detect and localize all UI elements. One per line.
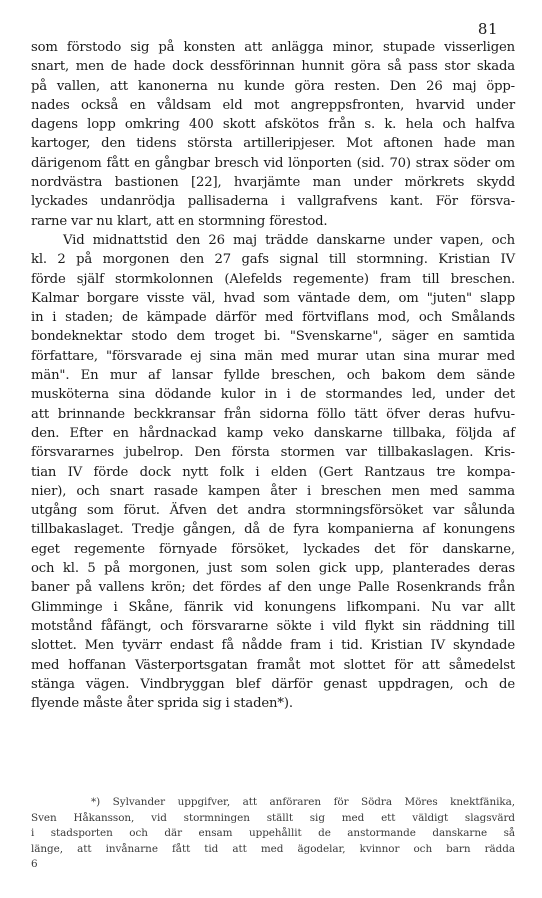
text-line: på vallen, att kanonerna nu kunde göra resten. Den 26 maj öpp- (31, 78, 515, 94)
text-line: författare, "försvarade ej sina män med murar utan sina murar med (31, 348, 515, 364)
footnote-line: i stadsporten och där ensam uppehållit de anstormande danskarne så (31, 827, 515, 839)
text-line: Kalmar borgare visste väl, hvad som väntade dem, om "juten" slapp (31, 290, 515, 306)
text-line: tillbakaslaget. Tredje gången, då de fyra kompanierna af konungens (31, 522, 515, 538)
footnote-line: Sven Håkansson, vid stormningen ställt sig med ett väldigt slagsvärd (31, 811, 515, 824)
text-line: kl. 2 på morgonen den 27 gafs signal till stormning. Kristian IV (31, 252, 515, 268)
text-line: tian IV förde dock nytt folk i elden (Gert Rantzaus tre kompa- (31, 464, 515, 480)
text-line: den. Efter en hårdnackad kamp veko danskarne tillbaka, följda af (31, 425, 515, 441)
text-line: stänga vägen. Vindbryggan blef därför genast uppdragen, och de (31, 676, 515, 692)
text-line: kartoger, den tidens största artilleripjeser. Mot aftonen hade man (31, 136, 515, 152)
text-line: därigenom fått en gångbar bresch vid lönporten (sid. 70) strax söder om (31, 155, 515, 171)
text-line: nades också en våldsam eld mot angreppsfronten, hvarvid under (31, 97, 515, 113)
text-line: snart, men de hade dock dessförinnan hunnit göra så pass stor skada (31, 59, 515, 75)
text-line: rarne var nu klart, att en stormning förestod. (31, 213, 328, 229)
footnote (31, 795, 515, 873)
text-line: med hoffanan Västerportsgatan framåt mot slottet för att såmedelst (31, 657, 515, 673)
text-line: försvararnes jubelrop. Den första stormen var tillbakaslagen. Kris- (31, 445, 515, 461)
text-line: lyckades undanrödja pallisaderna i vallgrafvens kant. För försva- (31, 194, 515, 210)
text-line: motstånd fåfängt, och försvararne sökte i vild flykt sin räddning till (31, 618, 515, 634)
text-line: Vid midnattstid den 26 maj trädde danskarne under vapen, och (63, 232, 515, 248)
footnote-line: länge, att invånarne fått tid att med ägodelar, kvinnor och barn rädda (31, 842, 515, 855)
text-line: eget regemente förnyade försöket, lyckades det för danskarne, (31, 541, 515, 557)
text-line: nordvästra bastionen [22], hvarjämte man under mörkrets skydd (31, 175, 515, 191)
text-line: flyende måste åter sprida sig i staden*). (31, 696, 293, 712)
text-line: in i staden; de kämpade därför med förtviflans mod, och Smålands (31, 310, 515, 326)
text-line: förde själf stormkolonnen (Alefelds regemente) fram till breschen. (31, 271, 515, 287)
text-line: och kl. 5 på morgonen, just som solen gick upp, planterades deras (31, 561, 515, 577)
body-text (31, 38, 515, 713)
text-line: att brinnande beckkransar från sidorna föllo tätt öfver deras hufvu- (31, 406, 515, 422)
text-line: bondeknektar stodo dem troget bi. "Svenskarne", säger en samtida (31, 329, 515, 345)
text-line: utgång som förut. Äfven det andra stormningsförsöket var sålunda (31, 503, 515, 519)
text-line: dagens lopp omkring 400 skott afskötos från s. k. hela och halfva (31, 117, 515, 133)
text-line: musköterna sina dödande kulor in i de stormandes led, under det (31, 387, 515, 403)
signature-mark: 6 (31, 858, 38, 870)
page-number: 81 (477, 20, 498, 38)
footnote-line: *) Sylvander uppgifver, att anföraren för Södra Möres knektfänika, (91, 796, 515, 808)
text-line: baner på vallens krön; det fördes af den unge Palle Rosenkrands från (31, 580, 515, 596)
text-line: Glimminge i Skåne, fänrik vid konungens lifkompani. Nu var allt (31, 599, 515, 615)
text-line: slottet. Men tyvärr endast få nådde fram i tid. Kristian IV skyndade (31, 638, 515, 654)
text-line: män". En mur af lansar fyllde breschen, och bakom dem sände (31, 368, 515, 384)
text-line: nier), och snart rasade kampen åter i breschen men med samma (31, 483, 515, 499)
text-line: som förstodo sig på konsten att anlägga minor, stupade visserligen (31, 40, 515, 55)
